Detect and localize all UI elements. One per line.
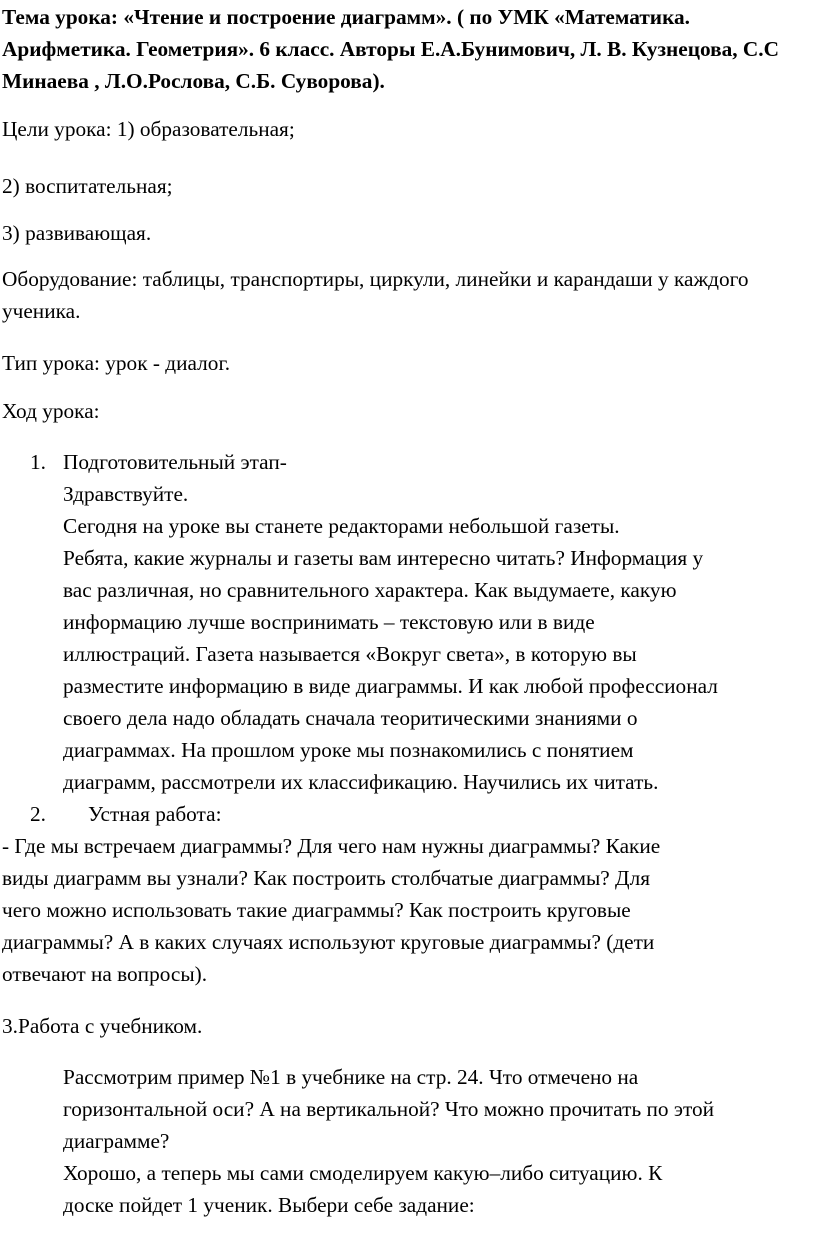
step-1-line: Подготовительный этап- [63, 450, 287, 474]
lesson-type-line: Тип урока: урок - диалог. [2, 351, 231, 375]
step-3-line: горизонтальной оси? А на вертикальной? Что можно прочитать по этой [63, 1097, 715, 1121]
step-1-line: Сегодня на уроке вы станете редакторами небольшой газеты. [63, 514, 620, 538]
step-2-line: диаграммы? А в каких случаях используют круговые диаграммы? (дети [2, 930, 655, 954]
step-1-line: иллюстраций. Газета называется «Вокруг света», в которую вы [63, 642, 637, 666]
step-3-line: Хорошо, а теперь мы сами смоделируем какую–либо ситуацию. К [63, 1161, 663, 1185]
step-1-number: 1. [30, 450, 46, 474]
step-1-line: Ребята, какие журналы и газеты вам интересно читать? Информация у [63, 546, 704, 570]
goal-3-line: 3) развивающая. [2, 221, 152, 245]
step-2-body [2, 830, 814, 990]
lesson-title: Тема урока: «Чтение и построение диаграмм». ( по УМК «Математика. Арифметика. Геометрия». 6 класс. Авторы Е.А.Бунимович, Л. В. Кузнецова, С.С Минаева , Л.О.Рослова, С.Б. Суворова). [2, 5, 780, 93]
step-3-line: доске пойдет 1 ученик. Выбери себе задание: [63, 1193, 475, 1217]
step-3-body [63, 1061, 815, 1221]
step-3-line: диаграмме? [63, 1129, 170, 1153]
goals-line: Цели урока: 1) образовательная; [2, 117, 295, 141]
step-1-line: информацию лучше воспринимать – текстовую или в виде [63, 610, 595, 634]
step-1-body [63, 446, 815, 798]
step-2-line: виды диаграмм вы узнали? Как построить столбчатые диаграммы? Для [2, 866, 651, 890]
equipment-paragraph: Оборудование: таблицы, транспортиры, циркули, линейки и карандаши у каждого ученика. [2, 267, 749, 323]
step-2-number: 2. [30, 802, 46, 826]
step-1-line: диаграмм, рассмотрели их классификацию. Научились их читать. [63, 770, 659, 794]
step-3-heading: 3.Работа с учебником. [2, 1014, 203, 1038]
step-1-line: вас различная, но сравнительного характера. Как выдумаете, какую [63, 578, 677, 602]
step-1-line: диаграммах. На прошлом уроке мы познакомились с понятием [63, 738, 634, 762]
step-2-label: Устная работа: [88, 802, 222, 826]
goal-2-line: 2) воспитательная; [2, 174, 173, 198]
step-2-line: отвечают на вопросы). [2, 962, 208, 986]
step-2-line: - Где мы встречаем диаграммы? Для чего нам нужны диаграммы? Какие [2, 834, 661, 858]
step-3-line: Рассмотрим пример №1 в учебнике на стр. 24. Что отмечено на [63, 1065, 639, 1089]
step-2-line: чего можно использовать такие диаграммы? Как построить круговые [2, 898, 631, 922]
progress-heading: Ход урока: [2, 399, 100, 423]
step-1-line: Здравствуйте. [63, 482, 189, 506]
step-1-line: разместите информацию в виде диаграммы. И как любой профессионал [63, 674, 718, 698]
step-1-line: своего дела надо обладать сначала теоритическими знаниями о [63, 706, 638, 730]
